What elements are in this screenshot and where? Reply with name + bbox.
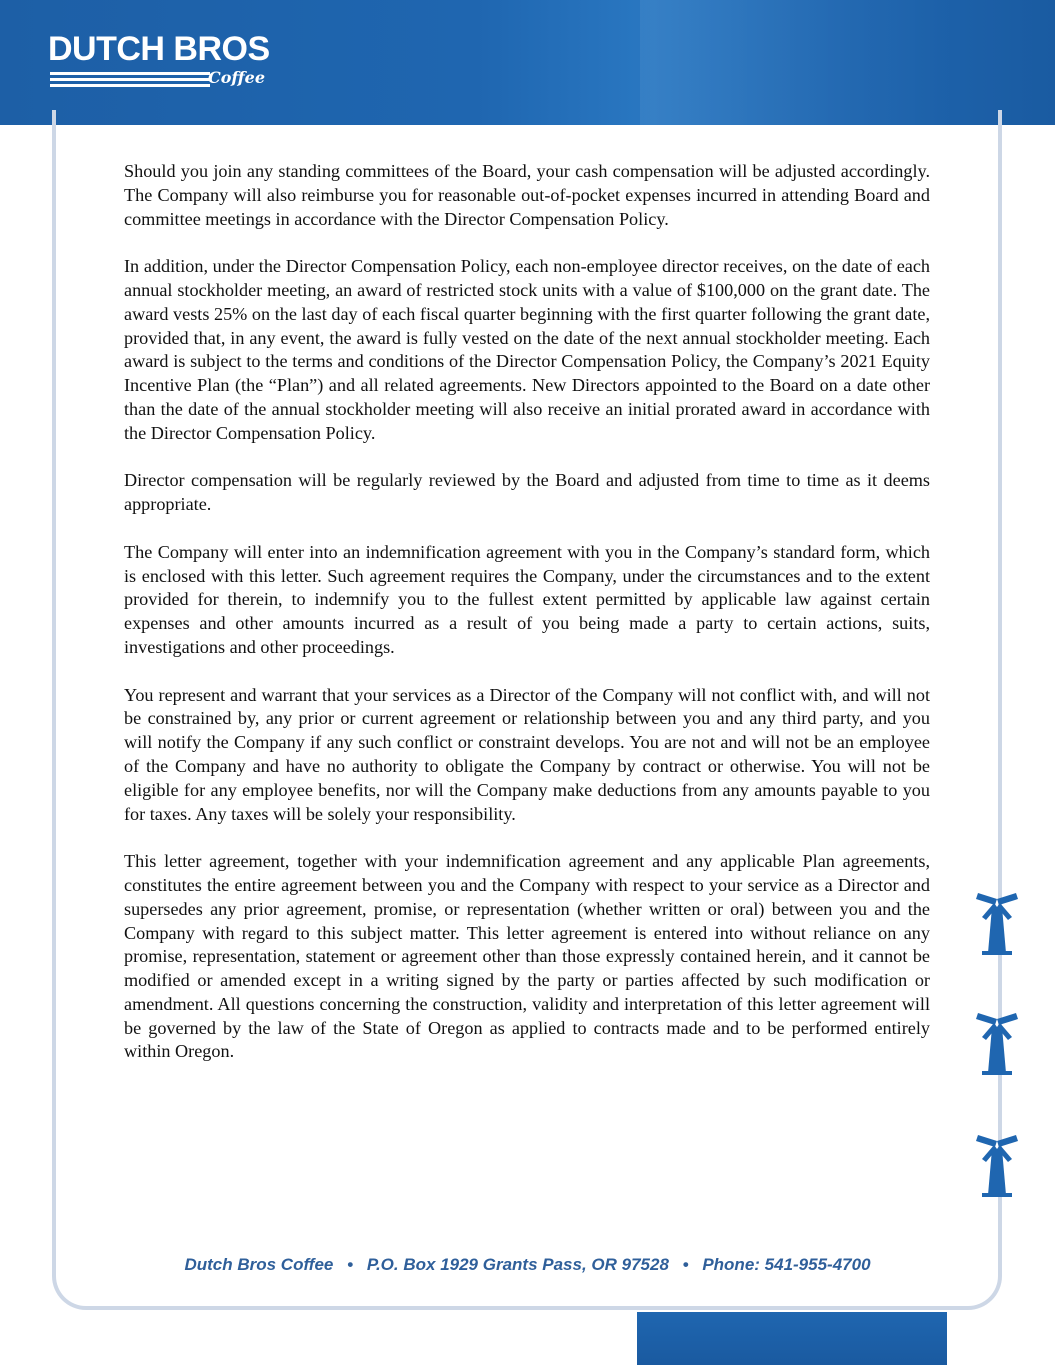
footer-accent-band — [637, 1312, 947, 1365]
letter-body — [124, 160, 930, 1088]
footer-separator: • — [682, 1255, 689, 1274]
paragraph-committees: Should you join any standing committees of the Board, your cash compensation will be adjusted accordingly. The Company will also reimburse you for reasonable out-of-pocket expenses incurred in attending Board and committee meetings in accordance with the Director Compensation Policy. — [124, 161, 930, 229]
windmill-icon — [972, 893, 1022, 955]
logo-stripes — [50, 72, 210, 92]
windmill-icon — [972, 1013, 1022, 1075]
paragraph-representations: You represent and warrant that your services as a Director of the Company will not conflict with, and will not be constrained by, any prior or current agreement or relationship between you and any third party, and you will notify the Company if any such conflict or constraint develops. You are not and will not be an employee of the Company and have no authority to obligate the Company by contract or otherwise. You will not be eligible for any employee benefits, nor will the Company make deductions from any amounts payable to you for taxes. Any taxes will be solely your responsibility. — [124, 684, 930, 824]
footer-phone: Phone: 541-955-4700 — [702, 1255, 871, 1274]
paragraph-review: Director compensation will be regularly reviewed by the Board and adjusted from time to time as it deems appropriate. — [124, 470, 930, 515]
windmill-icon — [972, 1135, 1022, 1197]
logo-wordmark: DUTCH BROS — [48, 30, 270, 68]
footer-company: Dutch Bros Coffee — [184, 1255, 334, 1274]
paragraph-entire-agreement: This letter agreement, together with your indemnification agreement and any applicable Plan agreements, constitutes the entire agreement between you and the Company with respect to your service as a Director and supersedes any prior agreement, promise, or representation (whether written or oral) between you and the Company with regard to this subject matter. This letter agreement is entered into without reliance on any promise, representation, statement or agreement other than those expressly contained herein, and it cannot be modified or amended except in a writing signed by the party or parties affected by such modification or amendment. All questions concerning the construction, validity and interpretation of this letter agreement will be governed by the law of the State of Oregon as applied to contracts made and to be performed entirely within Oregon. — [124, 851, 930, 1062]
footer-address: P.O. Box 1929 Grants Pass, OR 97528 — [366, 1255, 669, 1274]
header-accent-band — [640, 0, 950, 125]
dutch-bros-logo — [48, 30, 270, 100]
paragraph-indemnification: The Company will enter into an indemnification agreement with you in the Company’s standard form, which is enclosed with this letter. Such agreement requires the Company, under the circumstances and to the extent provided for therein, to indemnify you to the fullest extent permitted by applicable law against certain expenses and other amounts incurred as a result of you being made a party to certain actions, suits, investigations and other proceedings. — [124, 541, 930, 657]
letterhead-header — [0, 0, 1055, 125]
footer-separator: • — [347, 1255, 354, 1274]
logo-coffee-script: Coffee — [208, 68, 265, 87]
letterhead-footer — [0, 1255, 1055, 1275]
paragraph-rsu-award: In addition, under the Director Compensation Policy, each non-employee director receives, on the date of each annual stockholder meeting, an award of restricted stock units with a value of $100,000 on the grant date. The award vests 25% on the last day of each fiscal quarter beginning with the first quarter following the grant date, provided that, in any event, the award is fully vested on the date of the next annual stockholder meeting. Each award is subject to the terms and conditions of the Director Compensation Policy, the Company’s 2021 Equity Incentive Plan (the “Plan”) and all related agreements. New Directors appointed to the Board on a date other than the date of the annual stockholder meeting will also receive an initial prorated award in accordance with the Director Compensation Policy. — [124, 256, 930, 443]
